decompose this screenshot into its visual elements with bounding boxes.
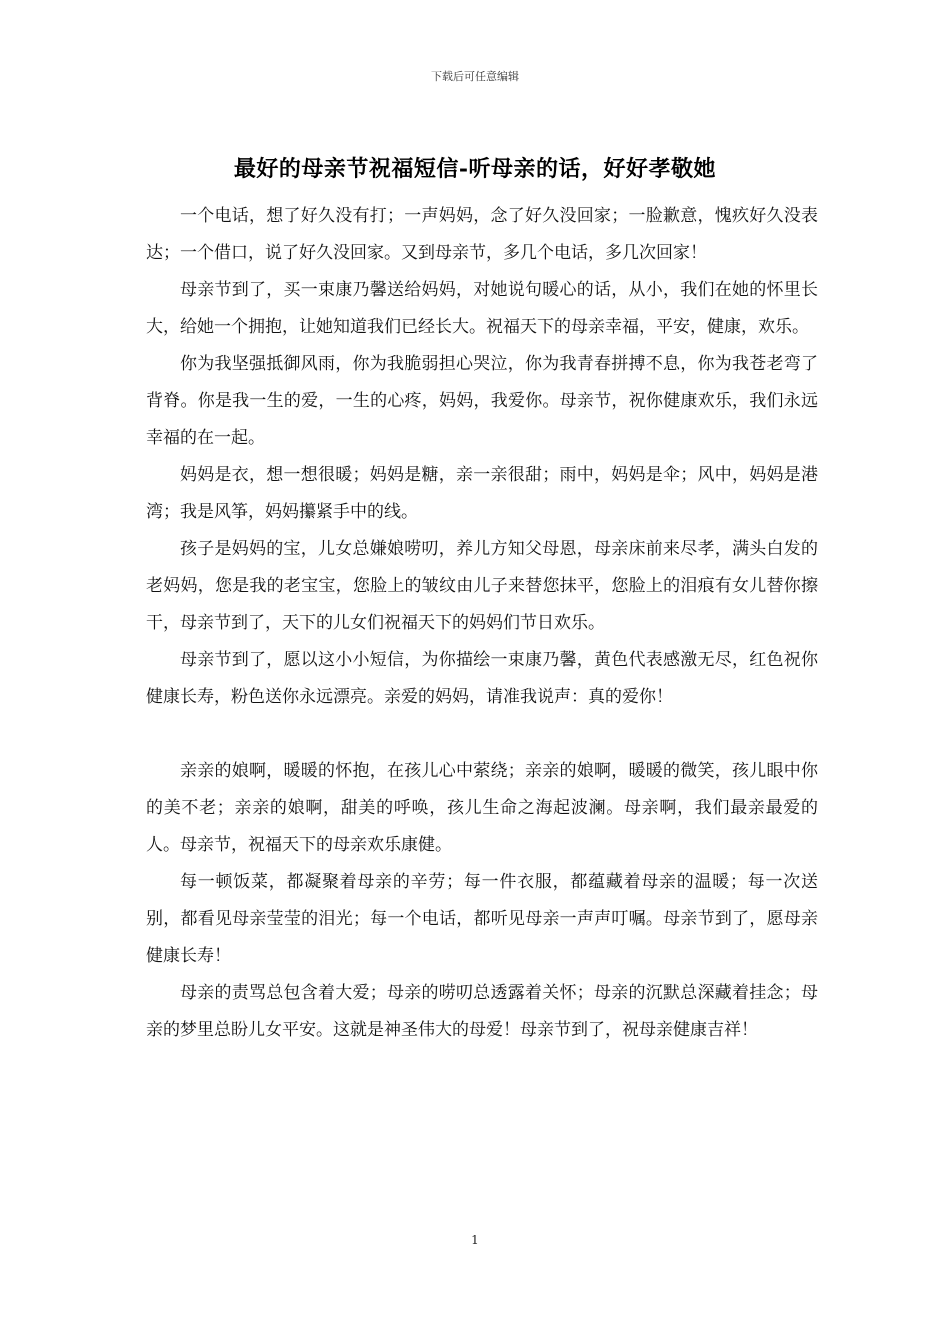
page-number: 1 bbox=[471, 1233, 479, 1247]
paragraph: 妈妈是衣，想一想很暖；妈妈是糖，亲一亲很甜；雨中，妈妈是伞；风中，妈妈是港湾；我是风筝，妈妈攥紧手中的线。 bbox=[146, 465, 818, 522]
paragraph: 母亲节到了，愿以这小小短信，为你描绘一束康乃馨，黄色代表感激无尽，红色祝你健康长寿，粉色送你永远漂亮。亲爱的妈妈，请准我说声：真的爱你！ bbox=[146, 650, 818, 707]
document-body bbox=[146, 198, 818, 1049]
paragraph: 你为我坚强抵御风雨，你为我脆弱担心哭泣，你为我青春拼搏不息，你为我苍老弯了背脊。你是我一生的爱，一生的心疼，妈妈，我爱你。母亲节，祝你健康欢乐，我们永远幸福的在一起。 bbox=[146, 354, 818, 448]
paragraph: 母亲节到了，买一束康乃馨送给妈妈，对她说句暖心的话，从小，我们在她的怀里长大，给她一个拥抱，让她知道我们已经长大。祝福天下的母亲幸福，平安，健康，欢乐。 bbox=[146, 280, 818, 337]
paragraph: 亲亲的娘啊，暖暖的怀抱，在孩儿心中萦绕；亲亲的娘啊，暖暖的微笑，孩儿眼中你的美不老；亲亲的娘啊，甜美的呼唤，孩儿生命之海起波澜。母亲啊，我们最亲最爱的人。母亲节，祝福天下的母亲欢乐康健。 bbox=[146, 761, 818, 855]
paragraph: 母亲的责骂总包含着大爱；母亲的唠叨总透露着关怀；母亲的沉默总深藏着挂念；母亲的梦里总盼儿女平安。这就是神圣伟大的母爱！母亲节到了，祝母亲健康吉祥！ bbox=[146, 983, 818, 1040]
page-header-note: 下载后可任意编辑 bbox=[431, 70, 519, 83]
paragraph: 孩子是妈妈的宝，儿女总嫌娘唠叨，养儿方知父母恩，母亲床前来尽孝，满头白发的老妈妈，您是我的老宝宝，您脸上的皱纹由儿子来替您抹平，您脸上的泪痕有女儿替你擦干，母亲节到了，天下的儿女们祝福天下的妈妈们节日欢乐。 bbox=[146, 539, 818, 633]
document-title: 最好的母亲节祝福短信-听母亲的话，好好孝敬她 bbox=[233, 156, 717, 182]
paragraph: 每一顿饭菜，都凝聚着母亲的辛劳；每一件衣服，都蕴藏着母亲的温暖；每一次送别，都看见母亲莹莹的泪光；每一个电话，都听见母亲一声声叮嘱。母亲节到了，愿母亲健康长寿！ bbox=[146, 872, 818, 966]
paragraph: 一个电话，想了好久没有打；一声妈妈，念了好久没回家；一脸歉意，愧疚好久没表达；一个借口，说了好久没回家。又到母亲节，多几个电话，多几次回家！ bbox=[146, 206, 818, 263]
